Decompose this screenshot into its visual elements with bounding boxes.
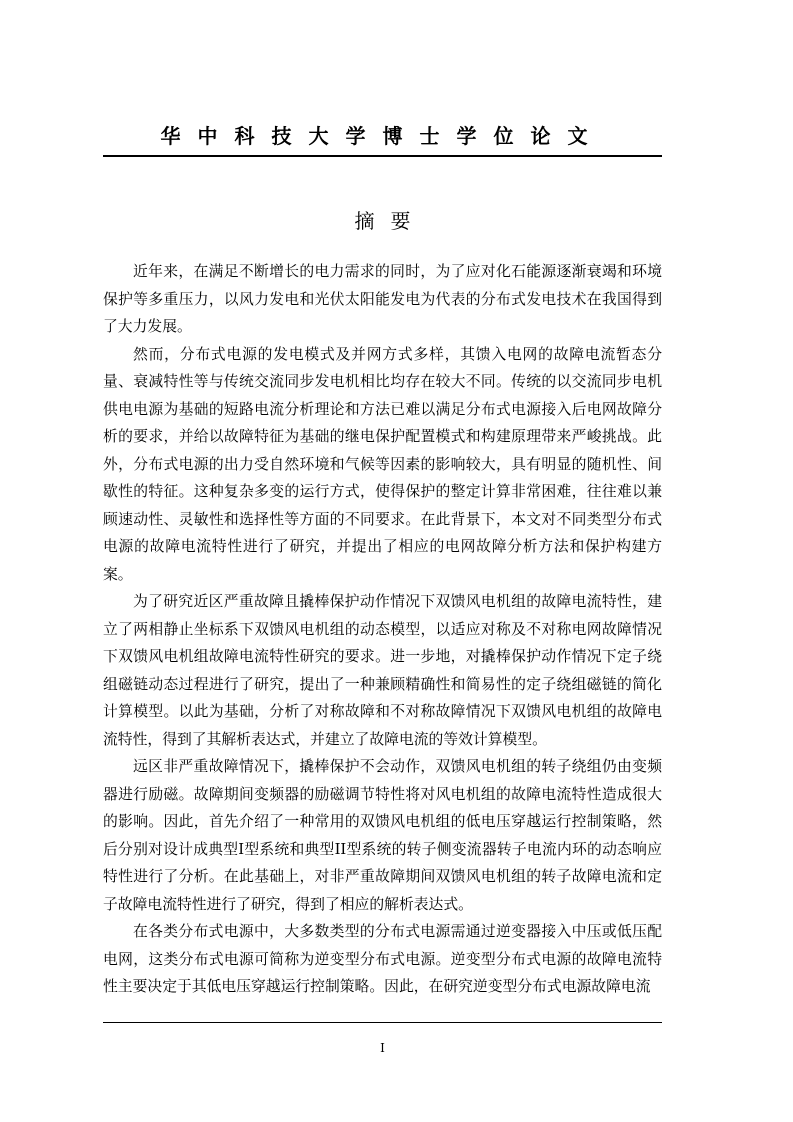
paragraph: 在各类分布式电源中，大多数类型的分布式电源需通过逆变器接入中压或低压配电网，这类分布式电源可简称为逆变型分布式电源。逆变型分布式电源的故障电流特性主要决定于其低电压穿越运行控制策略。因此，在研究逆变型分布式电源故障电流 xyxy=(103,923,662,995)
footer-rule xyxy=(103,1022,662,1023)
section-title: 摘要 xyxy=(354,209,427,233)
page-number: I xyxy=(380,1041,385,1055)
paragraph: 为了研究近区严重故障且撬棒保护动作情况下双馈风电机组的故障电流特性，建立了两相静止坐标系下双馈风电机组的动态模型，以适应对称及不对称电网故障情况下双馈风电机组故障电流特性研究的要求。进一步地，对撬棒保护动作情况下定子绕组磁链动态过程进行了研究，提出了一种兼顾精确性和简易性的定子绕组磁链的简化计算模型。以此为基础，分析了对称故障和不对称故障情况下双馈风电机组的故障电流特性，得到了其解析表达式，并建立了故障电流的等效计算模型。 xyxy=(103,593,662,748)
abstract-body xyxy=(103,258,662,1001)
paragraph: 近年来，在满足不断增长的电力需求的同时，为了应对化石能源逐渐衰竭和环境保护等多重压力，以风力发电和光伏太阳能发电为代表的分布式发电技术在我国得到了大力发展。 xyxy=(103,263,662,335)
paragraph: 远区非严重故障情况下，撬棒保护不会动作，双馈风电机组的转子绕组仍由变频器进行励磁。故障期间变频器的励磁调节特性将对风电机组的故障电流特性造成很大的影响。因此，首先介绍了一种常用的双馈风电机组的低电压穿越运行控制策略，然后分别对设计成典型I型系统和典型II型系统的转子侧变流器转子电流内环的动态响应特性进行了分析。在此基础上，对非严重故障期间双馈风电机组的转子故障电流和定子故障电流特性进行了研究，得到了相应的解析表达式。 xyxy=(103,758,662,913)
running-header: 华中科技大学博士学位论文 xyxy=(160,124,605,148)
paragraph: 然而，分布式电源的发电模式及并网方式多样，其馈入电网的故障电流暂态分量、衰减特性等与传统交流同步发电机相比均存在较大不同。传统的以交流同步电机供电电源为基础的短路电流分析理论和方法已难以满足分布式电源接入后电网故障分析的要求，并给以故障特征为基础的继电保护配置模式和构建原理带来严峻挑战。此外，分布式电源的出力受自然环境和气候等因素的影响较大，具有明显的随机性、间歇性的特征。这种复杂多变的运行方式，使得保护的整定计算非常困难，往往难以兼顾速动性、灵敏性和选择性等方面的不同要求。在此背景下，本文对不同类型分布式电源的故障电流特性进行了研究，并提出了相应的电网故障分析方法和保护构建方案。 xyxy=(103,345,662,583)
header-rule xyxy=(103,155,662,157)
